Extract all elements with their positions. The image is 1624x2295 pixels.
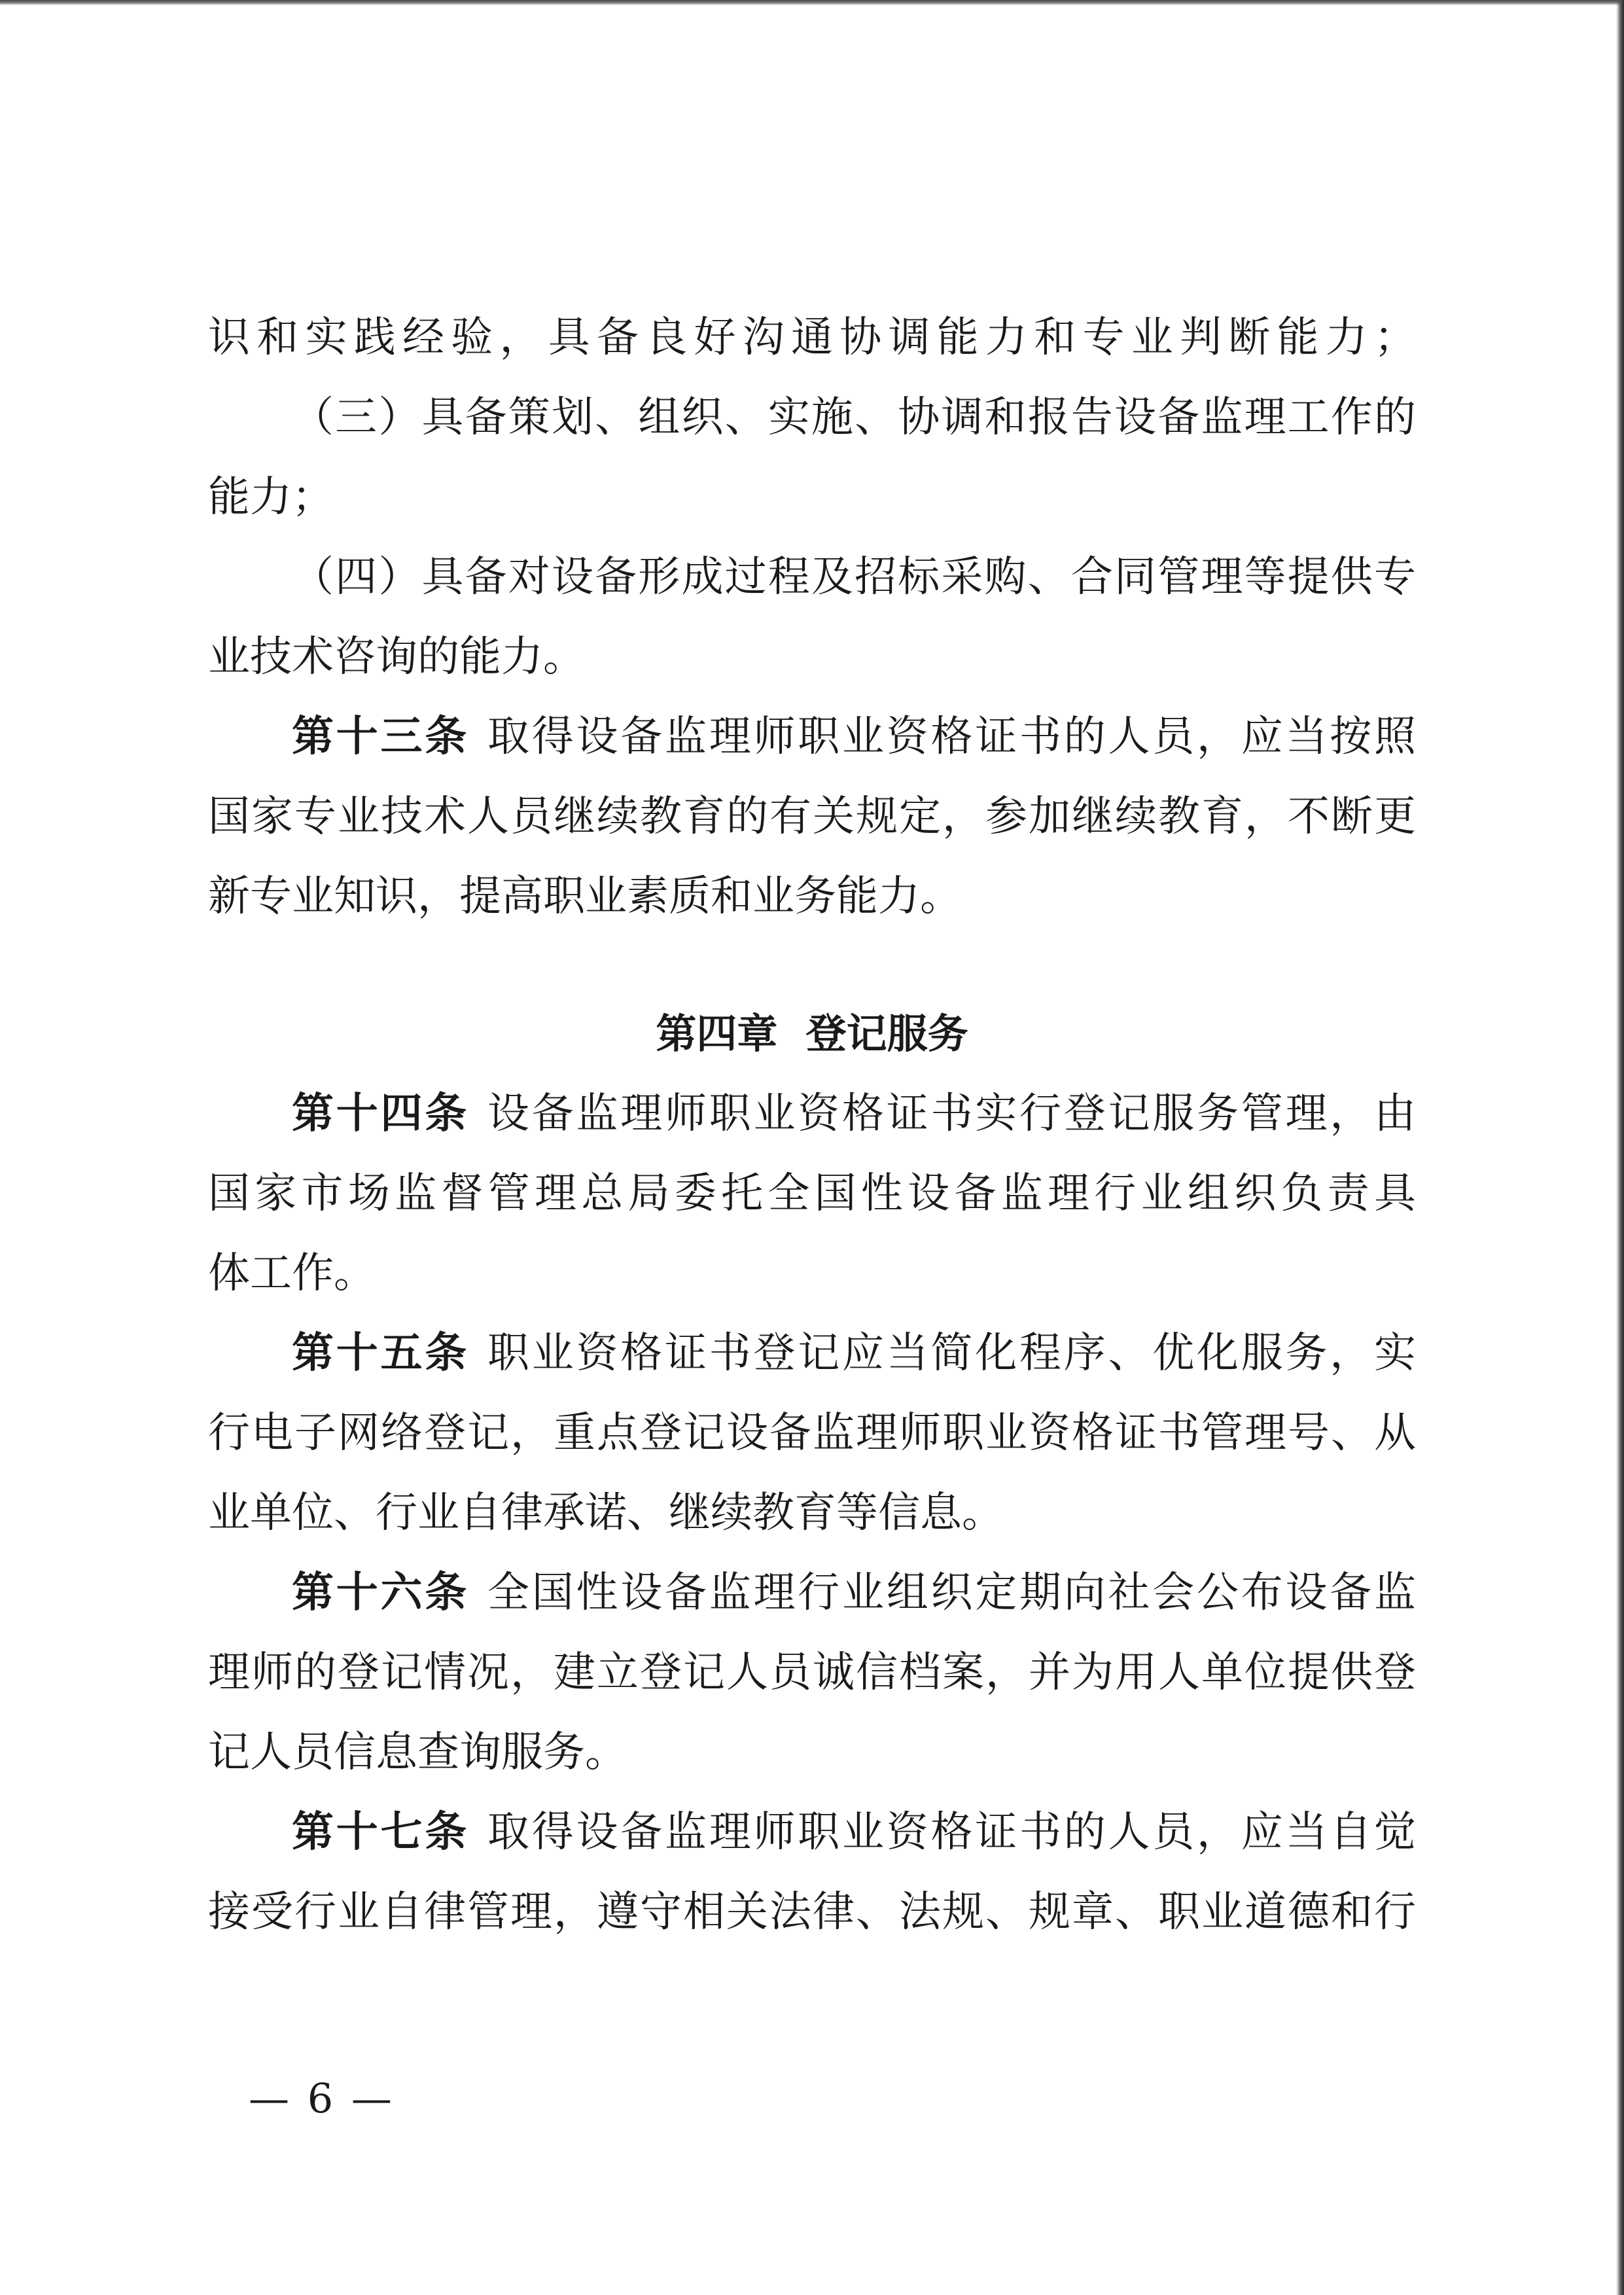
- article-13-line-3: 新专业知识，提高职业素质和业务能力。: [208, 872, 962, 921]
- article-16-number: 第十六条: [292, 1569, 469, 1617]
- article-16-line-3: 记人员信息查询服务。: [208, 1728, 627, 1777]
- article-15-line-1: [208, 1313, 1416, 1393]
- article-14-text: 设备监理师职业资格证书实行登记服务管理，由: [487, 1090, 1416, 1138]
- item-4-line-1: （四）具备对设备形成过程及招标采购、合同管理等提供专: [292, 553, 1416, 601]
- article-13-line-1: [208, 697, 1416, 777]
- article-13-text: 取得设备监理师职业资格证书的人员，应当按照: [487, 713, 1416, 761]
- item-4-line-2: 业技术咨询的能力。: [208, 633, 585, 681]
- article-15-number: 第十五条: [292, 1329, 469, 1378]
- article-16-line-1: [208, 1553, 1416, 1633]
- article-17-number: 第十七条: [292, 1808, 469, 1857]
- article-15-line-2: 行电子网络登记，重点登记设备监理师职业资格证书管理号、从: [208, 1409, 1416, 1457]
- page-number: — 6 —: [249, 2074, 395, 2122]
- chapter-heading: 第四章 登记服务: [656, 1010, 968, 1058]
- document-body: [208, 298, 1416, 1952]
- item-3-line-1: （三）具备策划、组织、实施、协调和报告设备监理工作的: [292, 393, 1416, 442]
- article-16-line-2: 理师的登记情况，建立登记人员诚信档案，并为用人单位提供登: [208, 1648, 1416, 1697]
- article-16-text: 全国性设备监理行业组织定期向社会公布设备监: [487, 1569, 1416, 1617]
- article-17-line-2: 接受行业自律管理，遵守相关法律、法规、规章、职业道德和行: [208, 1888, 1416, 1936]
- scan-right-edge: [1616, 0, 1624, 2295]
- article-14-line-2: 国家市场监督管理总局委托全国性设备监理行业组织负责具: [208, 1169, 1416, 1218]
- article-13-number: 第十三条: [292, 713, 469, 761]
- article-17-line-1: [208, 1792, 1416, 1872]
- item-3-line-2: 能力；: [208, 473, 334, 522]
- paragraph-line: 识和实践经验，具备良好沟通协调能力和专业判断能力；: [208, 313, 1416, 362]
- article-14-line-3: 体工作。: [208, 1249, 376, 1298]
- article-17-text: 取得设备监理师职业资格证书的人员，应当自觉: [487, 1808, 1416, 1857]
- article-15-text: 职业资格证书登记应当简化程序、优化服务，实: [487, 1329, 1416, 1378]
- article-13-line-2: 国家专业技术人员继续教育的有关规定，参加继续教育，不断更: [208, 792, 1416, 841]
- article-15-line-3: 业单位、行业自律承诺、继续教育等信息。: [208, 1489, 1004, 1537]
- article-14-number: 第十四条: [292, 1090, 469, 1138]
- scan-top-edge: [0, 0, 1624, 5]
- article-14-line-1: [208, 1074, 1416, 1154]
